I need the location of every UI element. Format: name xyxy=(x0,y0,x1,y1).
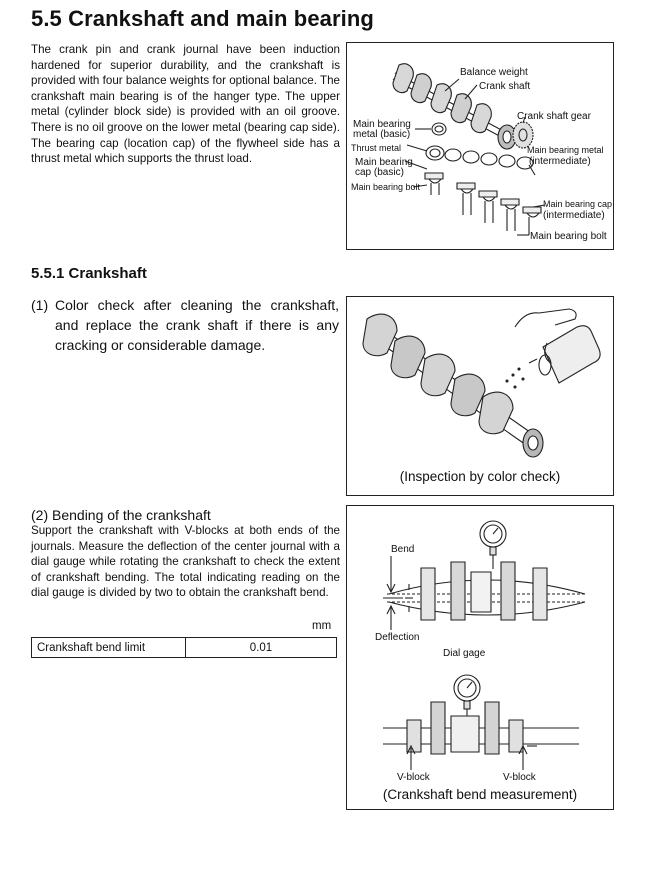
bend-measurement-diagram xyxy=(347,506,615,786)
spec-table xyxy=(31,637,337,658)
item-1-text: Color check after cleaning the crankshaft, and replace the crank shaft if there is any cracking or considerable damage. xyxy=(55,297,339,353)
label-v-block-right: V-block xyxy=(503,772,536,783)
label-main-bearing-cap-intermediate-2: (intermediate) xyxy=(543,210,605,221)
figure-color-check xyxy=(346,296,614,496)
label-main-bearing-metal-basic-1: Main bearing xyxy=(353,119,411,130)
label-main-bearing-cap-basic-1: Main bearing xyxy=(355,157,413,168)
item-1-number: (1) xyxy=(31,297,49,313)
label-main-bearing-metal-intermediate-2: (intermediate) xyxy=(529,156,591,167)
label-v-block-left: V-block xyxy=(397,772,430,783)
exploded-diagram xyxy=(347,43,615,251)
item-1 xyxy=(31,295,339,355)
label-main-bearing-metal-basic-2: metal (basic) xyxy=(353,129,411,140)
figure-bend-measurement xyxy=(346,505,614,810)
figure2-caption: (Inspection by color check) xyxy=(399,469,561,484)
label-main-bearing-cap-intermediate-1: Main bearing cap xyxy=(543,199,613,209)
label-bend: Bend xyxy=(391,544,415,555)
spec-label: Crankshaft bend limit xyxy=(32,638,186,658)
label-main-bearing-bolt-right: Main bearing bolt xyxy=(530,231,607,242)
subsection-title: 5.5.1 Crankshaft xyxy=(31,265,147,282)
item-2-text: Support the crankshaft with V-blocks at both ends of the journals. Measure the deflection of the center journal with a dial gauge while rotating the crankshaft to check the extent of crankshaft bending. The total indicating reading on the dial gauge is divided by two to obtain the crankshaft bend. xyxy=(31,524,340,600)
label-main-bearing-cap-basic-2: cap (basic) xyxy=(355,167,404,178)
item-2-heading: (2) Bending of the crankshaft xyxy=(31,507,211,523)
table-row xyxy=(32,638,337,658)
intro-paragraph: The crank pin and crank journal have been induction hardened for superior durability, and the crankshaft is provided with four balance weights for optional balance. The crankshaft main bearing is of the hanger type. The upper metal (cylinder block side) is provided with an oil groove. There is no oil groove on the lower metal (bearing cap side). The bearing cap (location cap) of the flywheel side has a thrust metal which supports the thrust load. xyxy=(31,43,340,166)
spec-unit: mm xyxy=(312,620,332,632)
label-dial-gage: Dial gage xyxy=(443,648,486,659)
figure3-caption: (Crankshaft bend measurement) xyxy=(382,787,578,802)
label-crank-shaft: Crank shaft xyxy=(479,81,531,92)
spec-value: 0.01 xyxy=(186,638,337,658)
label-crank-shaft-gear: Crank shaft gear xyxy=(517,111,591,122)
figure-exploded-view xyxy=(346,42,614,250)
label-balance-weight: Balance weight xyxy=(460,67,528,78)
label-thrust-metal: Thrust metal xyxy=(351,143,402,153)
label-main-bearing-metal-intermediate-1: Main bearing metal xyxy=(527,145,604,155)
label-main-bearing-bolt-left: Main bearing bolt xyxy=(351,182,421,192)
page-title: 5.5 Crankshaft and main bearing xyxy=(31,6,374,31)
color-check-illustration xyxy=(347,297,615,467)
label-deflection: Deflection xyxy=(375,632,420,643)
